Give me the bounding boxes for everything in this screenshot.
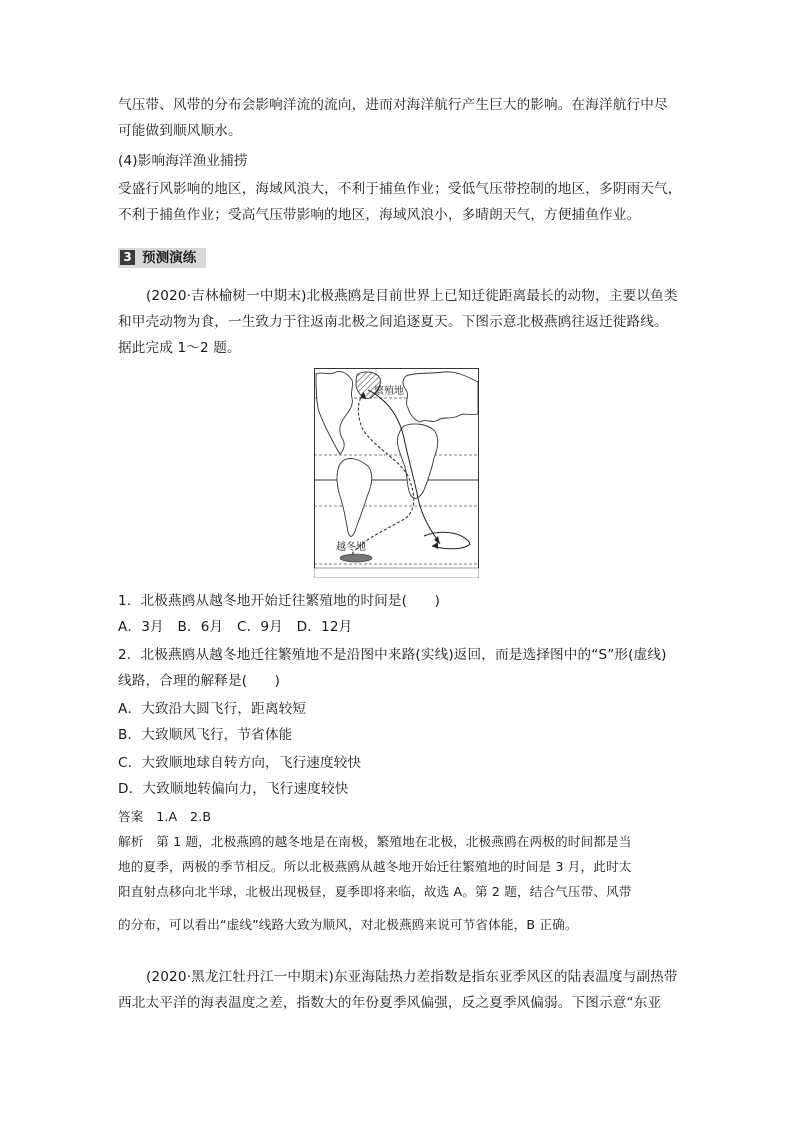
section-number: 3	[120, 250, 135, 265]
passage1-line-1: (2020·吉林榆树一中期末)北极燕鸥是目前世界上已知迁徙距离最长的动物，主要以鱼类	[146, 288, 678, 304]
section-header	[118, 248, 206, 268]
q2-option-d: D．大致顺地转偏向力，飞行速度较快	[118, 781, 349, 797]
q2-option-a: A．大致沿大圆飞行，距离较短	[118, 701, 307, 717]
analysis-line-3: 阳直射点移向北半球，北极出现极昼，夏季即将来临，故选 A。第 2 题，结合气压带、风带	[118, 884, 632, 899]
passage1-line-2: 和甲壳动物为食，一生致力于往返南北极之间追逐夏天。下图示意北极燕鸥往返迁徙路线。	[118, 314, 668, 330]
fishery-line-2: 不利于捕鱼作业；受高气压带影响的地区，海域风浪小，多晴朗天气，方便捕鱼作业。	[118, 207, 641, 223]
analysis-line-4: 的分布，可以看出“虚线”线路大致为顺风，对北极燕鸥来说可节省体能，B 正确。	[118, 917, 578, 932]
q2-stem-line-2: 线路，合理的解释是( )	[118, 673, 281, 689]
antarctica-shape	[314, 568, 479, 578]
fishery-heading: (4)影响海洋渔业捕捞	[118, 153, 248, 169]
wintering-area	[340, 554, 372, 562]
intro-line-1: 气压带、风带的分布会影响洋流的流向，进而对海洋航行产生巨大的影响。在海洋航行中尽	[118, 97, 668, 113]
eurasia-shape	[403, 372, 478, 422]
q2-option-c: C．大致顺地球自转方向，飞行速度较快	[118, 755, 362, 771]
breeding-label: 繁殖地	[374, 386, 404, 397]
migration-map	[314, 368, 479, 578]
answer: 答案 1.A 2.B	[118, 809, 212, 824]
passage2-line-2: 西北太平洋的海表温度之差，指数大的年份夏季风偏强，反之夏季风偏弱。下图示意“东亚	[118, 995, 662, 1011]
q2-stem-line-1: 2．北极燕鸥从越冬地迁往繁殖地不是沿图中来路(实线)返回，而是选择图中的“S”形(虚线)	[118, 647, 667, 663]
wintering-label: 越冬地	[336, 542, 366, 553]
analysis-line-1: 解析 第 1 题，北极燕鸥的越冬地是在南极，繁殖地在北极，北极燕鸥在两极的时间都是当	[118, 834, 632, 849]
passage2-line-1: (2020·黑龙江牡丹江一中期末)东亚海陆热力差指数是指东亚季风区的陆表温度与副热带	[146, 969, 678, 985]
migration-map-svg	[314, 368, 479, 578]
fishery-line-1: 受盛行风影响的地区，海域风浪大，不利于捕鱼作业；受低气压带控制的地区，多阴雨天气，	[118, 181, 682, 197]
section-title: 预测演练	[142, 250, 197, 266]
passage1-line-3: 据此完成 1～2 题。	[118, 340, 241, 356]
intro-line-2: 可能做到顺风顺水。	[118, 123, 242, 139]
q1-stem: 1．北极燕鸥从越冬地开始迁往繁殖地的时间是( )	[118, 593, 441, 609]
analysis-line-2: 地的夏季，两极的季节相反。所以北极燕鸥从越冬地开始迁往繁殖地的时间是 3 月，此时太	[118, 859, 632, 874]
q1-options: A．3月 B．6月 C．9月 D．12月	[118, 619, 353, 635]
q2-option-b: B．大致顺风飞行，节省体能	[118, 727, 293, 743]
